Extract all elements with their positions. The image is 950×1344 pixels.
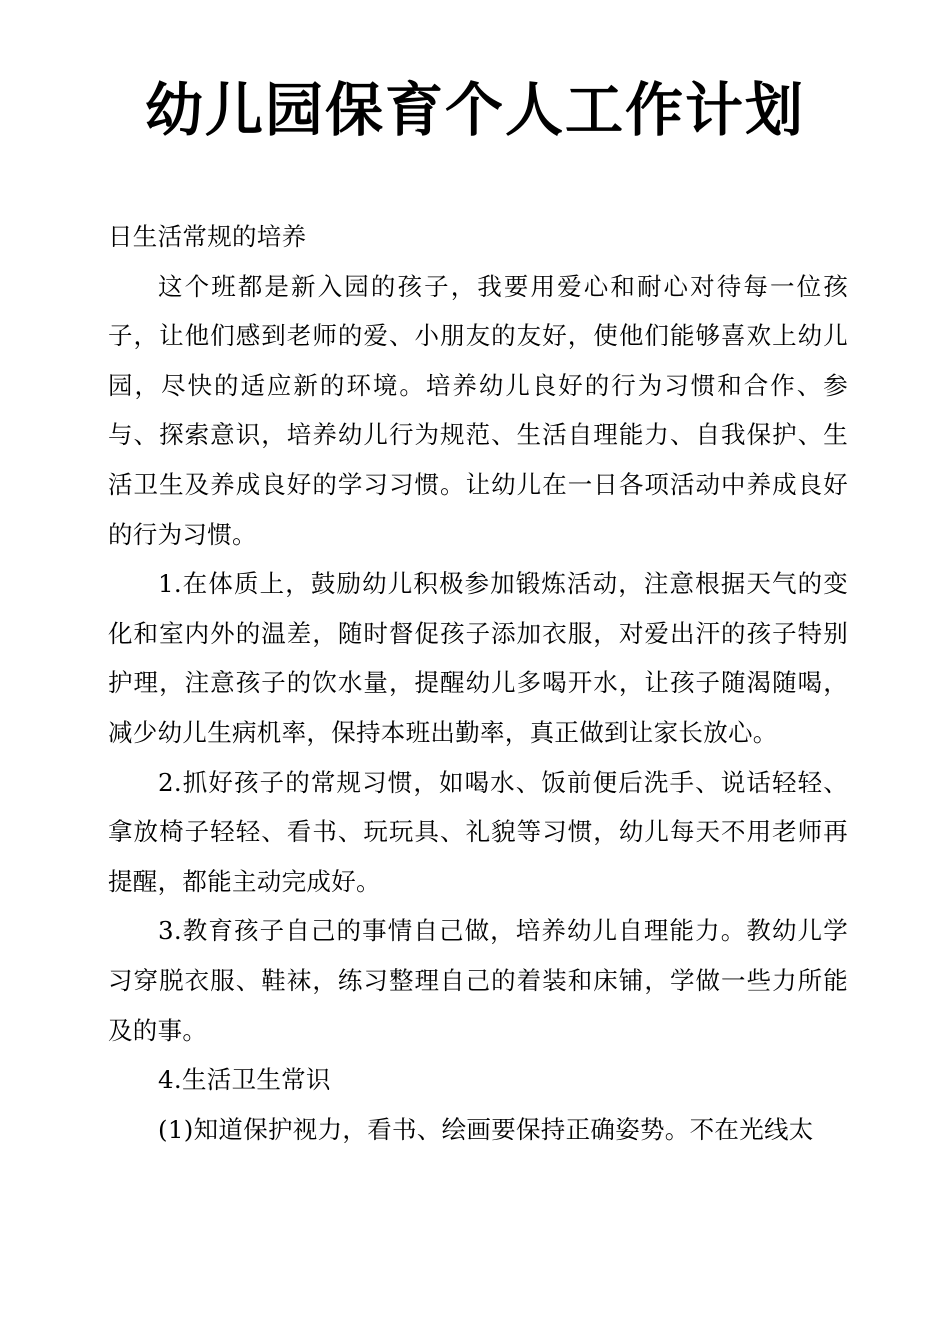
- paragraph-item-1: 1.在体质上，鼓励幼儿积极参加锻炼活动，注意根据天气的变化和室内外的温差，随时督促孩子添加衣服，对爱出汗的孩子特别护理，注意孩子的饮水量，提醒幼儿多喝开水，让孩子随渴随喝，减少幼儿生病机率，保持本班出勤率，真正做到让家长放心。: [108, 569, 848, 747]
- paragraph-intro: 这个班都是新入园的孩子，我要用爱心和耐心对待每一位孩子，让他们感到老师的爱、小朋友的友好，使他们能够喜欢上幼儿园，尽快的适应新的环境。培养幼儿良好的行为习惯和合作、参与、探索意识，培养幼儿行为规范、生活自理能力、自我保护、生活卫生及养成良好的学习习惯。让幼儿在一日各项活动中养成良好的行为习惯。: [108, 271, 848, 549]
- paragraph-subitem-1: (1)知道保护视力，看书、绘画要保持正确姿势。不在光线太: [158, 1114, 814, 1144]
- paragraph-item-2: 2.抓好孩子的常规习惯，如喝水、饭前便后洗手、说话轻轻、拿放椅子轻轻、看书、玩玩具、礼貌等习惯，幼儿每天不用老师再提醒，都能主动完成好。: [108, 767, 848, 896]
- section-heading: 日生活常规的培养: [108, 222, 307, 251]
- paragraph-item-4: 4.生活卫生常识: [158, 1065, 331, 1095]
- document-title: 幼儿园保育个人工作计划: [144, 76, 805, 144]
- paragraph-item-3: 3.教育孩子自己的事情自己做，培养幼儿自理能力。教幼儿学习穿脱衣服、鞋袜，练习整理自己的着装和床铺，学做一些力所能及的事。: [108, 916, 848, 1045]
- document-body: [108, 212, 848, 1154]
